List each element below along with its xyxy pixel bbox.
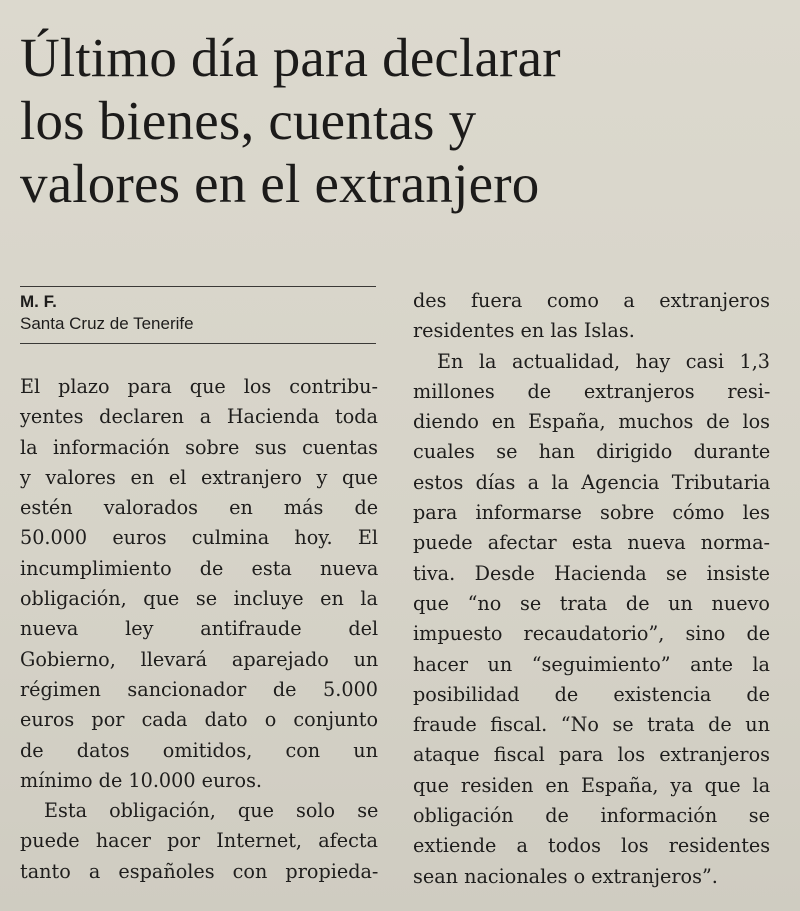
text-line: euros por cada dato o conjunto [20, 708, 378, 732]
text-line: nueva ley antifraude del [20, 617, 379, 641]
text-line: En la actualidad, hay casi 1,3 [437, 349, 770, 373]
text-line: Esta obligación, que solo se [44, 799, 379, 823]
text-line: que residen en España, ya que la [413, 773, 771, 797]
text-line: hacer un “seguimiento” ante la [413, 652, 770, 676]
dateline-location: Santa Cruz de Tenerife [20, 314, 194, 333]
text-line: incumplimiento de esta nueva [20, 556, 379, 580]
text-line: residentes en las Islas. [413, 319, 635, 343]
text-line: mínimo de 10.000 euros. [20, 768, 263, 792]
headline-line: Último día para declarar [20, 27, 561, 88]
text-line: estén valorados en más de [20, 496, 379, 520]
text-line: ataque fiscal para los extranjeros [413, 743, 770, 767]
author-name: M. F. [20, 292, 57, 311]
text-line: impuesto recaudatorio”, sino de [413, 622, 771, 646]
text-line: El plazo para que los contribu- [20, 375, 378, 398]
article-headline [20, 26, 720, 215]
text-line: tanto a españoles con propieda- [20, 859, 379, 883]
text-line: extiende a todos los residentes [413, 834, 771, 858]
article-column-1 [20, 372, 378, 887]
text-line: para informarse sobre cómo les [413, 501, 770, 525]
text-line: que “no se trata de un nuevo [413, 591, 770, 615]
text-line: millones de extranjeros resi- [413, 379, 771, 403]
text-line: la información sobre sus cuentas [20, 435, 378, 459]
text-line: tiva. Desde Hacienda se insiste [413, 561, 770, 585]
text-line: posibilidad de existencia de [413, 682, 770, 706]
text-line: régimen sancionador de 5.000 [20, 677, 378, 701]
text-line: cuales se han dirigido durante [413, 440, 771, 464]
text-line: diendo en España, muchos de los [413, 410, 770, 434]
text-line: Gobierno, llevará aparejado un [20, 647, 379, 671]
text-line: obligación de información se [413, 804, 770, 828]
text-line: yentes declaren a Hacienda toda [20, 405, 378, 429]
article-column-2 [413, 286, 770, 892]
text-line: estos días a la Agencia Tributaria [413, 470, 771, 494]
headline-line: valores en el extranjero [20, 153, 540, 214]
text-line: puede hacer por Internet, afecta [20, 829, 378, 853]
text-line: des fuera como a extranjeros [413, 289, 770, 312]
text-line: obligación, que se incluye en la [20, 587, 378, 611]
headline-line: los bienes, cuentas y [20, 90, 477, 151]
text-line: fraude fiscal. “No se trata de un [413, 713, 770, 737]
text-line: puede afectar esta nueva norma- [413, 531, 770, 555]
text-line: de datos omitidos, con un [20, 738, 378, 762]
text-line: sean nacionales o extranjeros”. [413, 864, 718, 888]
text-line: y valores en el extranjero y que [20, 465, 378, 489]
byline [20, 286, 376, 344]
text-line: 50.000 euros culmina hoy. El [20, 526, 378, 550]
